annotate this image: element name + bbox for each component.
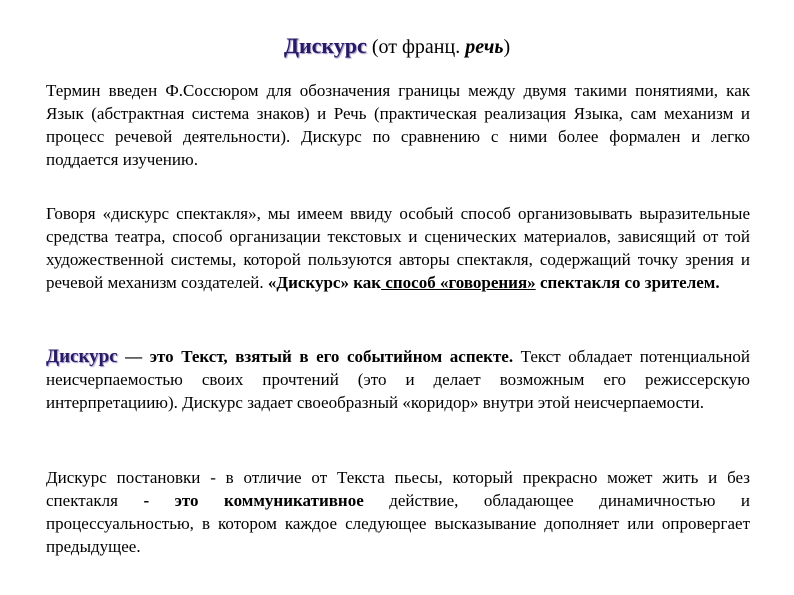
paragraph-4 [46, 466, 750, 558]
paragraph-1-text: Термин введен Ф.Соссюром для обозначения границы между двумя такими понятиями, как Язык (абстрактная система знаков) и Речь (практическая реализация Языка, сам механизм и процесс речевой деятельности). Дискурс по сравнению с ними более формален и легко поддается изучению. [46, 81, 750, 169]
paragraph-3-lead: Дискурс [46, 346, 118, 367]
paragraph-3-text: Текст обладает потенциальной неисчерпаемостью своих прочтений (это и делает возможным его режиссерскую интерпретациию). Дискурс задает своеобразный «коридор» внутри этой неисчерпаемости. [46, 347, 750, 412]
paragraph-3 [46, 345, 750, 414]
title-word: речь [465, 36, 504, 58]
paragraph-2-text: Говоря «дискурс спектакля», мы имеем ввиду особый способ организовывать выразительные средства театра, способ организации текстовых и сценических материалов, зависящий от той художественной системы, которой пользуются авторы спектакля, содержащий точку зрения и речевой механизм создателей. [46, 204, 750, 292]
paragraph-4-bold: - это коммуникативное [143, 491, 364, 510]
page-title [0, 32, 794, 61]
paragraph-2-bold-underlined: способ «говорения» [381, 273, 536, 292]
paragraph-4-text-a: Дискурс постановки - в отличие от Текста пьесы, который прекрасно может жить и без спектакля [46, 468, 750, 510]
paragraph-2-bold-b: спектакля со зрителем. [535, 273, 720, 292]
paragraph-1 [46, 79, 750, 171]
title-paren-open: (от франц. [366, 36, 466, 58]
paragraph-3-bold: — это Текст, взятый в его событийном аспекте. [117, 347, 514, 366]
paragraph-4-text-b: действие, обладающее динамичностью и процессуальностью, в котором каждое следующее высказывание дополняет или опровергает предыдущее. [46, 491, 750, 556]
title-term: Дискурс [283, 33, 367, 58]
paragraph-2-bold-a: «Дискурс» как [267, 273, 382, 292]
paragraph-2 [46, 202, 750, 294]
title-paren-close: ) [503, 36, 511, 58]
